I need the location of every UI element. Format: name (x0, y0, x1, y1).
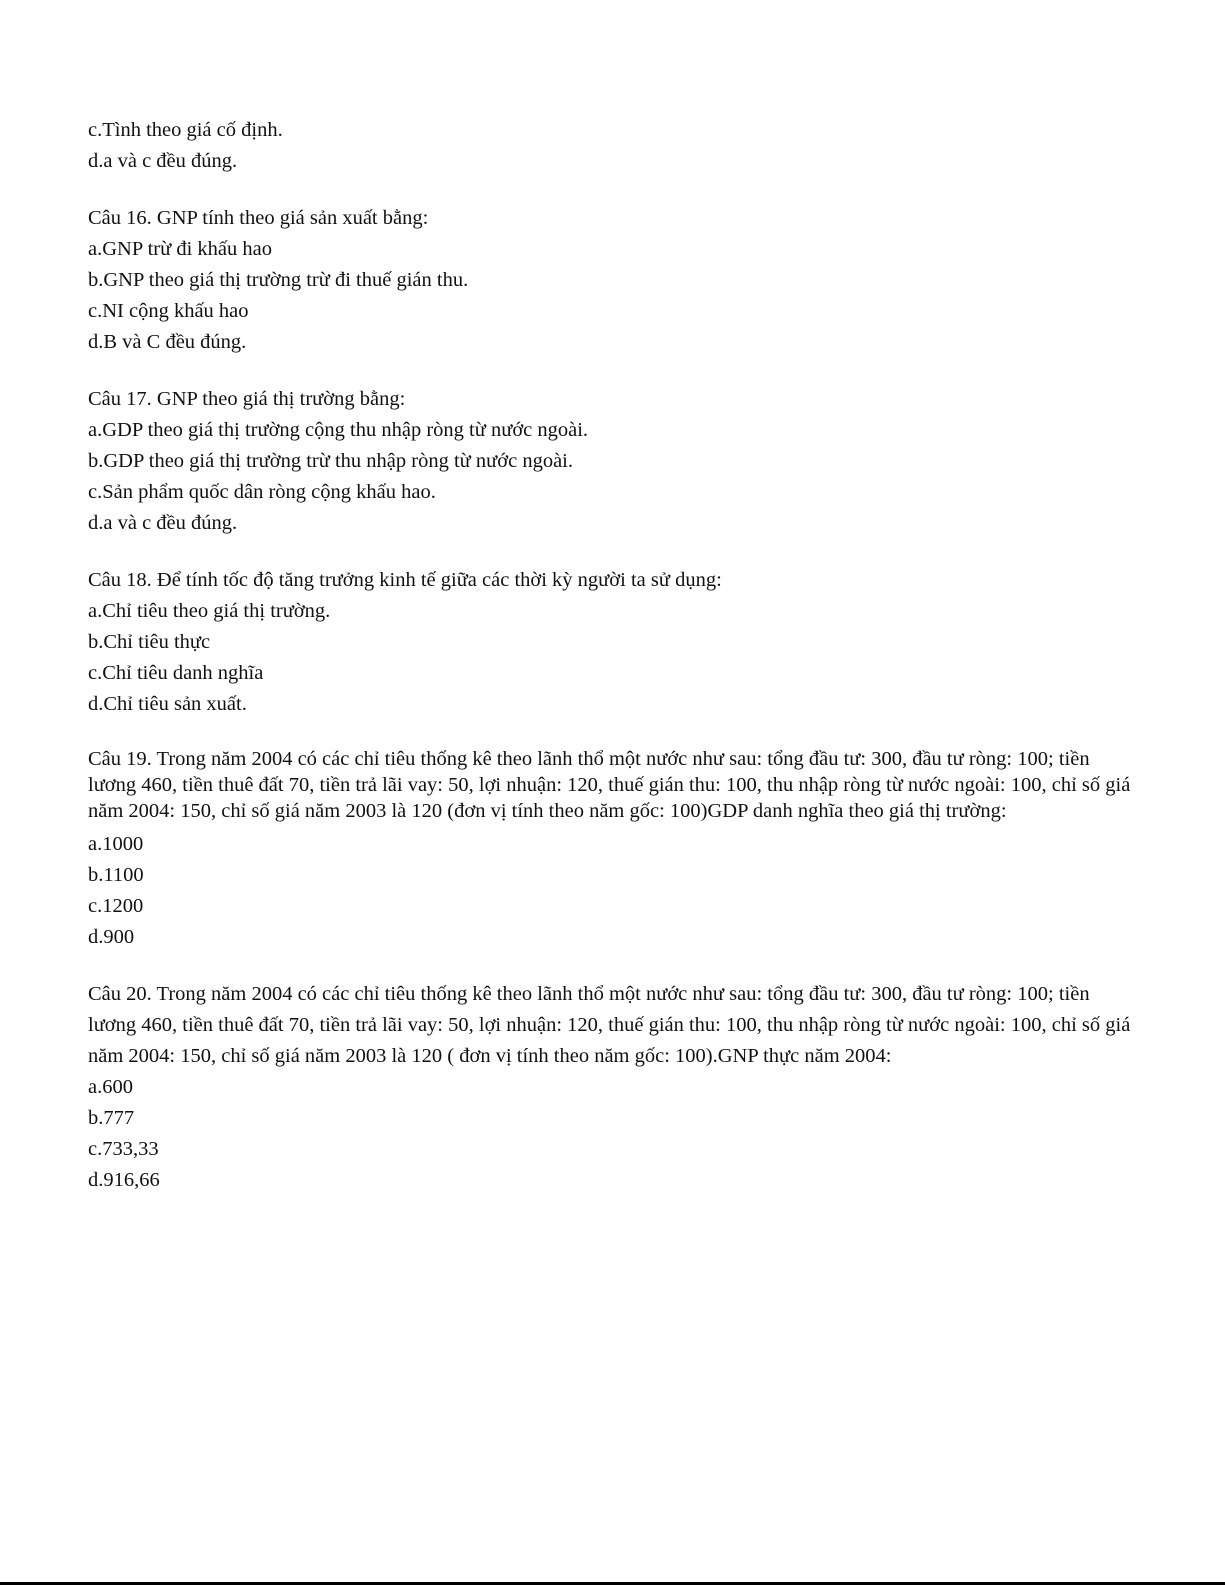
option-d: d.a và c đều đúng. (88, 512, 238, 534)
option-c: c.733,33 (88, 1138, 159, 1160)
question-prompt: Câu 18. Để tính tốc độ tăng trưởng kinh tế giữa các thời kỳ người ta sử dụng: (88, 569, 722, 591)
option-d: d.a và c đều đúng. (88, 150, 238, 172)
option-d: d.900 (88, 926, 135, 948)
option-b: b.GDP theo giá thị trường trừ thu nhập ròng từ nước ngoài. (88, 450, 573, 472)
option-b: b.777 (88, 1107, 135, 1129)
option-c: c.Tình theo giá cố định. (88, 119, 283, 141)
question-17 (88, 384, 1138, 539)
option-d: d.Chỉ tiêu sản xuất. (88, 693, 247, 715)
option-b: b.1100 (88, 864, 144, 886)
question-20 (88, 979, 1138, 1196)
option-c: c.Chỉ tiêu danh nghĩa (88, 662, 264, 684)
option-a: a.600 (88, 1076, 133, 1098)
question-prompt: Câu 17. GNP theo giá thị trường bằng: (88, 388, 406, 410)
option-b: b.GNP theo giá thị trường trừ đi thuế gián thu. (88, 269, 469, 291)
option-a: a.Chỉ tiêu theo giá thị trường. (88, 600, 331, 622)
option-a: a.1000 (88, 833, 144, 855)
lead-options (88, 115, 1138, 177)
question-16 (88, 203, 1138, 358)
question-18 (88, 565, 1138, 720)
question-prompt: Câu 19. Trong năm 2004 có các chỉ tiêu thống kê theo lãnh thổ một nước như sau: tổng đầu tư: 300, đầu tư ròng: 100; tiền lương 460, tiền thuê đất 70, tiền trả lãi vay: 50, lợi nhuận: 120, thuế gián thu: 100, thu nhập ròng từ nước ngoài: 100, chỉ số giá năm 2004: 150, chỉ số giá năm 2003 là 120 (đơn vị tính theo năm gốc: 100)GDP danh nghĩa theo giá thị trường: (88, 748, 1131, 822)
option-d: d.B và C đều đúng. (88, 331, 247, 353)
question-prompt: Câu 20. Trong năm 2004 có các chỉ tiêu thống kê theo lãnh thổ một nước như sau: tổng đầu tư: 300, đầu tư ròng: 100; tiền lương 460, tiền thuê đất 70, tiền trả lãi vay: 50, lợi nhuận: 120, thuế gián thu: 100, thu nhập ròng từ nước ngoài: 100, chỉ số giá năm 2004: 150, chỉ số giá năm 2003 là 120 ( đơn vị tính theo năm gốc: 100).GNP thực năm 2004: (88, 983, 1131, 1067)
option-c: c.1200 (88, 895, 144, 917)
question-19 (88, 746, 1138, 953)
option-b: b.Chỉ tiêu thực (88, 631, 211, 653)
option-c: c.Sản phẩm quốc dân ròng cộng khấu hao. (88, 481, 436, 503)
option-a: a.GDP theo giá thị trường cộng thu nhập ròng từ nước ngoài. (88, 419, 589, 441)
document-page (88, 115, 1138, 1196)
option-a: a.GNP trừ đi khấu hao (88, 238, 272, 260)
question-prompt: Câu 16. GNP tính theo giá sản xuất bằng: (88, 207, 429, 229)
option-c: c.NI cộng khấu hao (88, 300, 249, 322)
option-d: d.916,66 (88, 1169, 160, 1191)
